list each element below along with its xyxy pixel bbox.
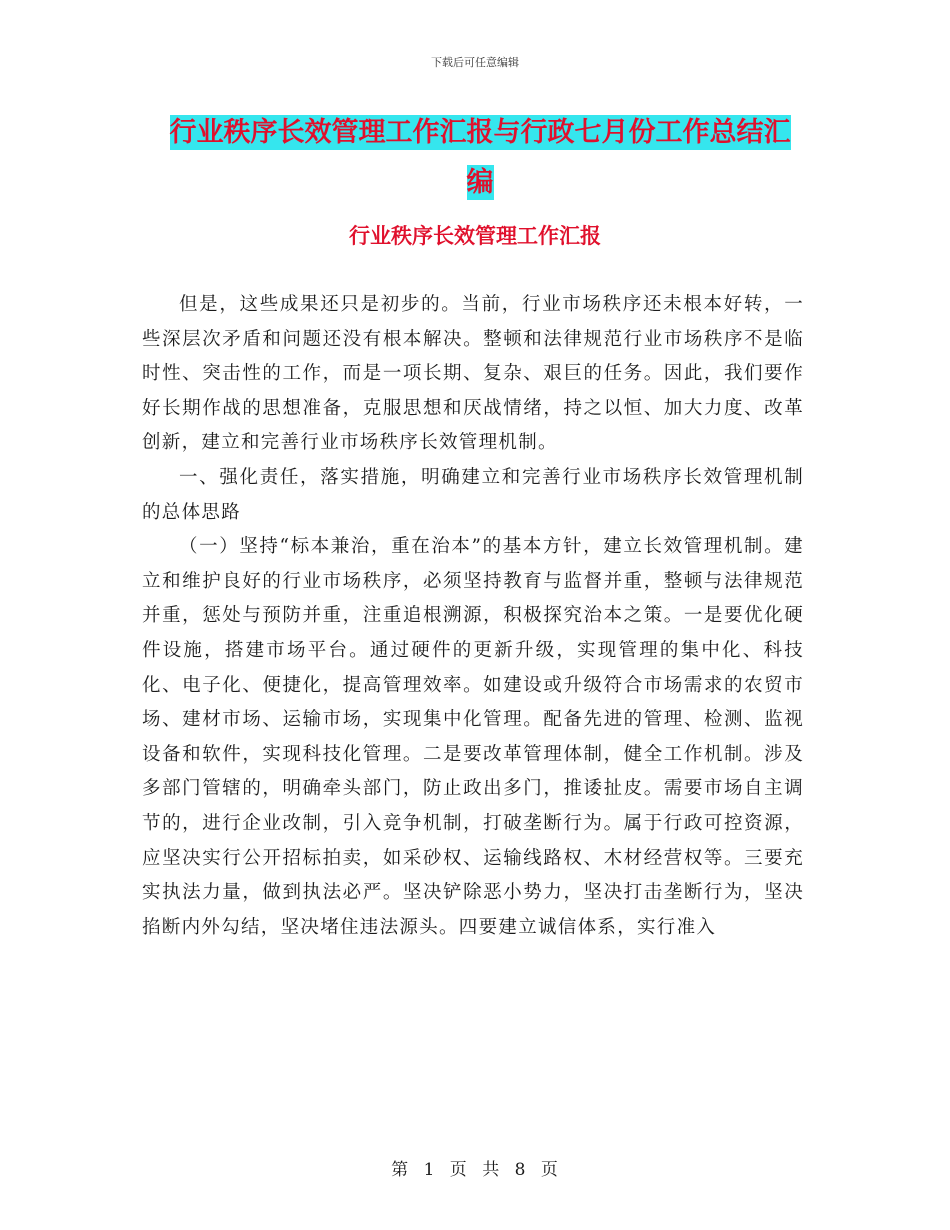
footer-prefix: 第 bbox=[391, 1160, 410, 1180]
footer-suffix: 页 bbox=[540, 1160, 559, 1180]
footer-middle-2: 共 bbox=[482, 1160, 501, 1180]
footer-middle-1: 页 bbox=[449, 1160, 468, 1180]
paragraph: 但是，这些成果还只是初步的。当前，行业市场秩序还未根本好转，一些深层次矛盾和问题还没有根本解决。整顿和法律规范行业市场秩序不是临时性、突击性的工作，而是一项长期、复杂、艰巨的任务。因此，我们要作好长期作战的思想准备，克服思想和厌战情绪，持之以恒、加大力度、改革创新，建立和完善行业市场秩序长效管理机制。 bbox=[142, 294, 804, 454]
body-text bbox=[142, 288, 804, 945]
total-page-number: 8 bbox=[514, 1160, 527, 1180]
current-page-number: 1 bbox=[423, 1160, 436, 1180]
page-footer bbox=[0, 1155, 950, 1180]
header-note: 下载后可任意编辑 bbox=[431, 56, 519, 69]
document-title-line-2: 编 bbox=[466, 167, 494, 198]
paragraph: 一、强化责任，落实措施，明确建立和完善行业市场秩序长效管理机制的总体思路 bbox=[142, 466, 804, 523]
paragraph: （一）坚持“标本兼治，重在治本”的基本方针，建立长效管理机制。建立和维护良好的行业市场秩序，必须坚持教育与监督并重，整顿与法律规范并重，惩处与预防并重，注重追根溯源，积极探究治本之策。一是要优化硬件设施，搭建市场平台。通过硬件的更新升级，实现管理的集中化、科技化、电子化、便捷化，提高管理效率。如建设或升级符合市场需求的农贸市场、建材市场、运输市场，实现集中化管理。配备先进的管理、检测、监视设备和软件，实现科技化管理。二是要改革管理体制，健全工作机制。涉及多部门管辖的，明确牵头部门，防止政出多门，推诿扯皮。需要市场自主调节的，进行企业改制，引入竞争机制，打破垄断行为。属于行政可控资源，应坚决实行公开招标拍卖，如采砂权、运输线路权、木材经营权等。三要充实执法力量，做到执法必严。坚决铲除恶小势力，坚决打击垄断行为，坚决掐断内外勾结，坚决堵住违法源头。四要建立诚信体系，实行准入 bbox=[142, 536, 804, 938]
document-title-line-1: 行业秩序长效管理工作汇报与行政七月份工作总结汇 bbox=[169, 117, 791, 148]
document-title bbox=[130, 108, 830, 208]
section-title: 行业秩序长效管理工作汇报 bbox=[349, 223, 601, 248]
